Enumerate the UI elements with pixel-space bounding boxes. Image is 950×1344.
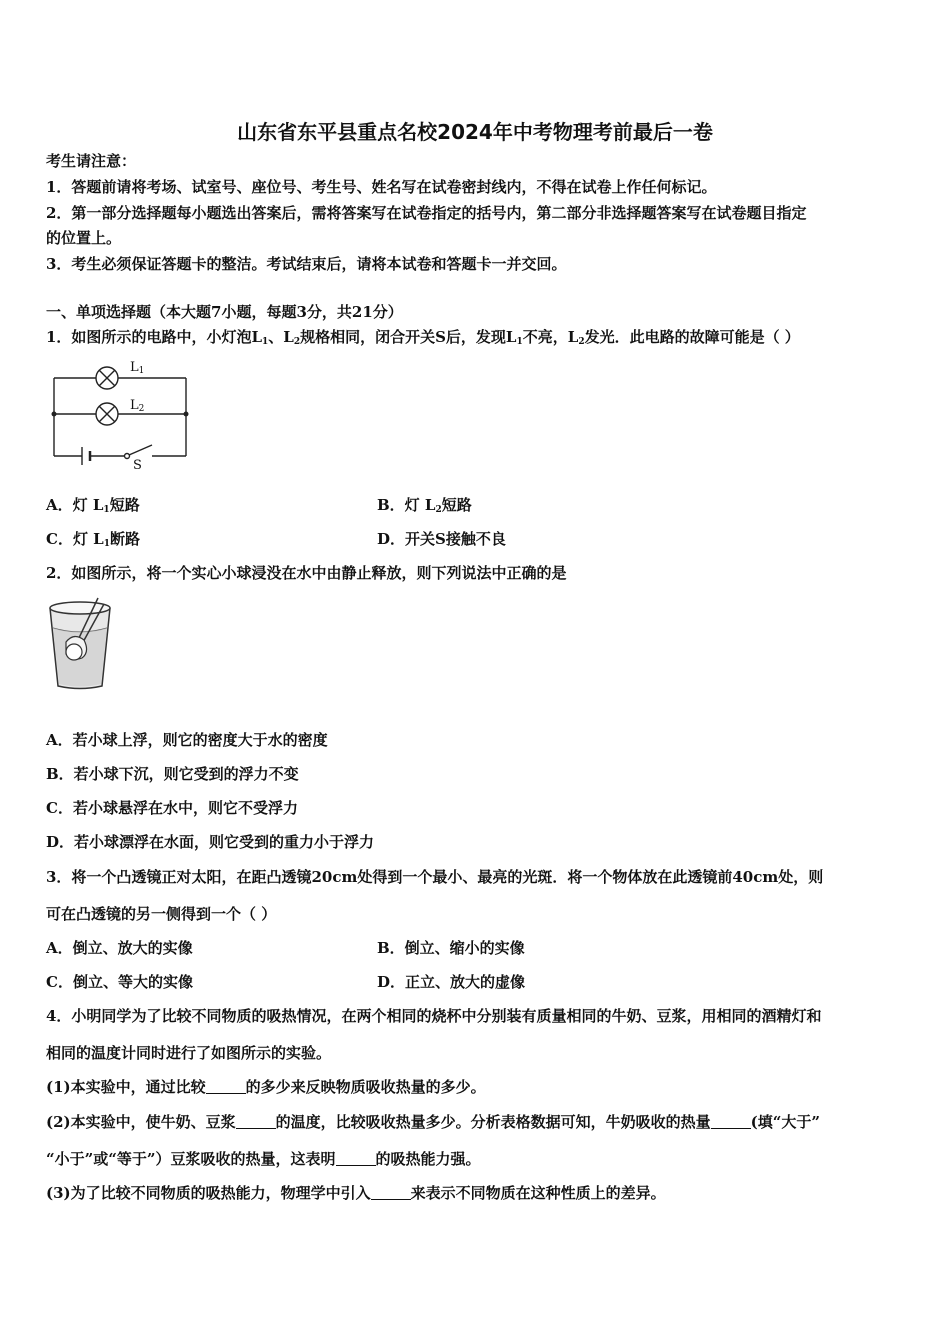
q3-option-b: B．倒立、缩小的实像 [377,939,525,957]
q1-stem: 1．如图所示的电路中，小灯泡$L_1$、$L_2$规格相同，闭合开关S后，发现$L_1$不亮，$L_2$发光．此电路的故障可能是（ ） [46,328,800,347]
q2-option-c: C．若小球悬浮在水中，则它不受浮力 [46,799,298,817]
q2-stem: 2．如图所示，将一个实心小球浸没在水中由静止释放，则下列说法中正确的是 [46,564,567,582]
q1-option-b: B．灯 $L_2$短路 [377,496,472,515]
q1-option-c: C．灯 $L_1$断路 [46,530,140,549]
q3-option-d: D．正立、放大的虚像 [377,973,526,991]
q4-part1: (1)本实验中，通过比较 的多少来反映物质吸收热量的多少。 [46,1078,486,1096]
q4-part2-cont: “小于”或“等于”）豆浆吸收的热量，这表明 的吸热能力强。 [46,1150,481,1168]
q4-part2: (2)本实验中，使牛奶、豆浆 的温度，比较吸收热量多少。分析表格数据可知，牛奶吸收的热量 (填“大于” [46,1113,821,1131]
q1-option-a: A．灯 $L_1$短路 [46,496,140,515]
label-l1: $L_1$ [130,360,145,376]
answer-blank[interactable] [336,1151,376,1166]
notice-item: 2．第一部分选择题每小题选出答案后，需将答案写在试卷指定的括号内，第二部分非选择题答案写在试卷题目指定 [46,204,807,222]
notice-item: 1．答题前请将考场、试室号、座位号、考生号、姓名写在试卷密封线内，不得在试卷上作任何标记。 [46,178,717,196]
notice-item: 3．考生必须保证答题卡的整洁。考试结束后，请将本试卷和答题卡一并交回。 [46,255,567,273]
page-title: 山东省东平县重点名校2024年中考物理考前最后一卷 [237,120,713,144]
q4-part3: (3)为了比较不同物质的吸热能力，物理学中引入 来表示不同物质在这种性质上的差异。 [46,1184,666,1202]
circuit-diagram [44,356,199,474]
section-heading: 一、单项选择题（本大题7小题，每题3分，共21分） [46,303,403,321]
beaker-ball-figure [44,596,116,692]
q3-option-c: C．倒立、等大的实像 [46,973,193,991]
q3-stem-cont: 可在凸透镜的另一侧得到一个（ ） [46,905,277,923]
notice-item: 的位置上。 [46,229,122,247]
answer-blank[interactable] [236,1114,276,1129]
q2-option-d: D．若小球漂浮在水面，则它受到的重力小于浮力 [46,833,375,851]
q1-option-d: D．开关S接触不良 [377,530,506,548]
label-s: S [133,458,142,473]
q2-option-b: B．若小球下沉，则它受到的浮力不变 [46,765,299,783]
label-l2: $L_2$ [130,398,145,414]
q2-option-a: A．若小球上浮，则它的密度大于水的密度 [46,731,328,749]
answer-blank[interactable] [371,1185,411,1200]
q4-stem: 4．小明同学为了比较不同物质的吸热情况，在两个相同的烧杯中分别装有质量相同的牛奶、豆浆，用相同的酒精灯和 [46,1007,822,1025]
q3-option-a: A．倒立、放大的实像 [46,939,193,957]
notice-heading: 考生请注意： [46,152,137,170]
q4-stem-cont: 相同的温度计同时进行了如图所示的实验。 [46,1044,332,1062]
answer-blank[interactable] [711,1114,751,1129]
answer-blank[interactable] [206,1079,246,1094]
q3-stem: 3．将一个凸透镜正对太阳，在距凸透镜20cm处得到一个最小、最亮的光斑．将一个物体放在此透镜前40cm处，则 [46,868,824,886]
